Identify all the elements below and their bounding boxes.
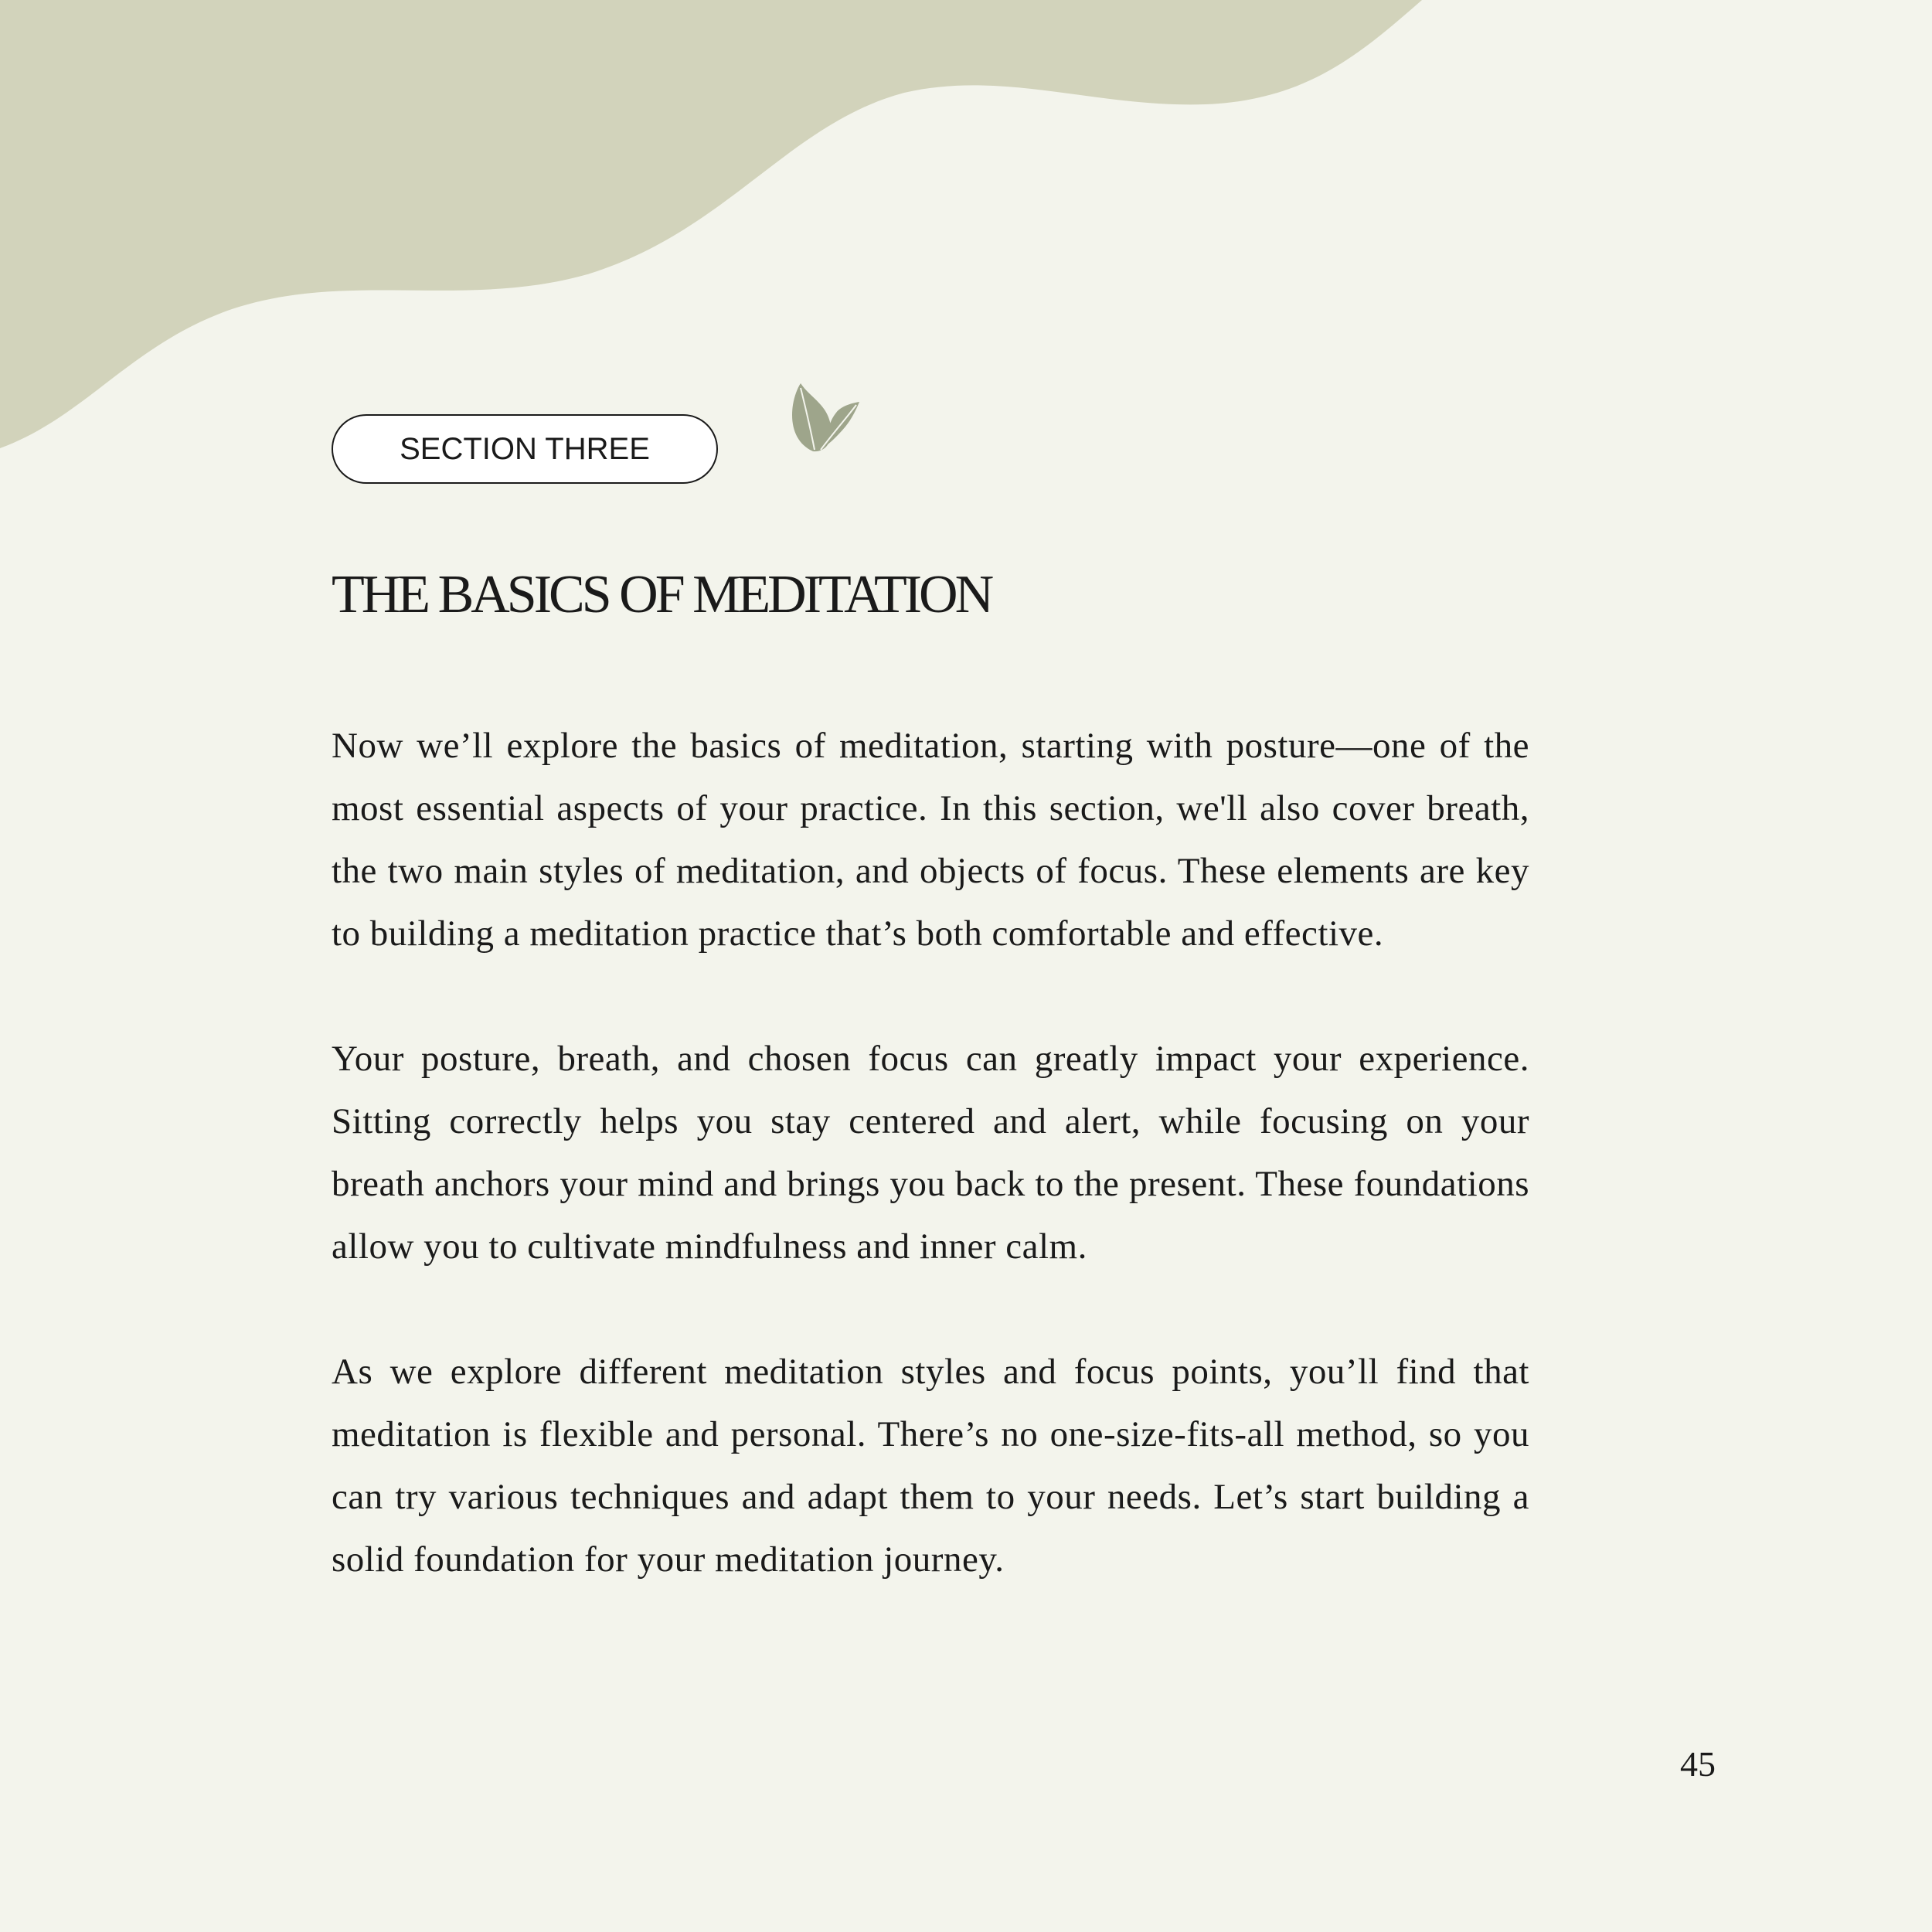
page-number: 45	[1680, 1744, 1716, 1784]
paragraph: Your posture, breath, and chosen focus can greatly impact your experience. Sitting correctly helps you stay centered and alert, while focusing on your breath anchors your mind and brings you back to the present. These foundations allow you to cultivate mindfulness and inner calm.	[332, 1039, 1529, 1267]
section-label: SECTION THREE	[400, 431, 650, 466]
paragraph: Now we’ll explore the basics of meditation, starting with posture—one of the most essential aspects of your practice. In this section, we'll also cover breath, the two main styles of meditation, and objects of focus. These elements are key to building a meditation practice that’s both comfortable and effective.	[332, 726, 1529, 954]
leaf-icon	[790, 383, 861, 453]
body-text	[332, 715, 1529, 1654]
page-title: THE BASICS OF MEDITATION	[332, 565, 992, 624]
paragraph: As we explore different meditation styles and focus points, you’ll find that meditation is flexible and personal. There’s no one-size-fits-all method, so you can try various techniques and adapt them to your needs. Let’s start building a solid foundation for your meditation journey.	[332, 1352, 1529, 1580]
section-label-pill	[332, 414, 718, 484]
